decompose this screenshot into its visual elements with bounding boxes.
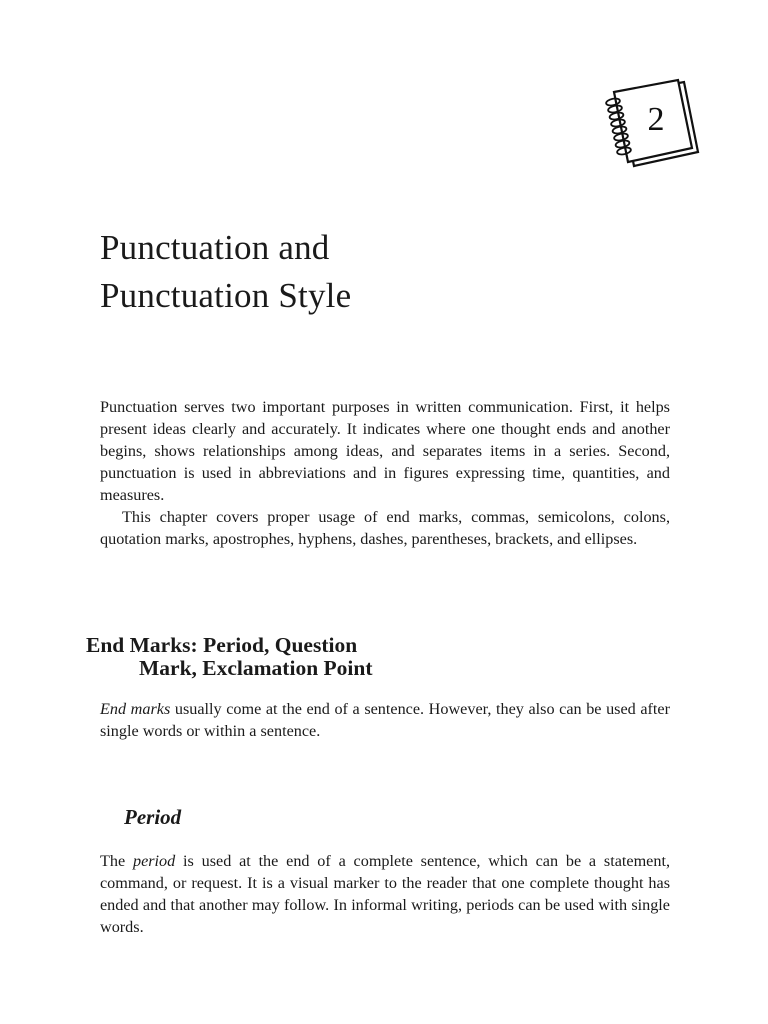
end-marks-heading-line-2: Mark, Exclamation Point — [139, 656, 373, 680]
period-term: period — [132, 852, 176, 870]
intro-paragraph-1: Punctuation serves two important purposes in written communication. First, it helps present ideas clearly and accurately. It indicates where one thought ends and another begins, shows relationships among ideas, and separates items in a series. Second, punctuation is used in abbreviations and in figures expressing time, quantities, and measures. — [100, 398, 670, 504]
intro-section — [100, 396, 670, 550]
period-text-after: is used at the end of a complete sentence, which can be a statement, command, or request. It is a visual marker to the reader that one complete thought has ended and that another may follow. In informal writing, periods can be used with single words. — [100, 852, 670, 936]
end-marks-heading-line-1: End Marks: Period, Question — [86, 633, 358, 657]
chapter-badge — [598, 74, 702, 178]
chapter-title-line-1: Punctuation and — [100, 228, 330, 267]
period-paragraph — [100, 850, 670, 938]
intro-paragraph-2: This chapter covers proper usage of end marks, commas, semicolons, colons, quotation marks, apostrophes, hyphens, dashes, parentheses, brackets, and ellipses. — [100, 508, 670, 548]
end-marks-paragraph — [100, 698, 670, 742]
end-marks-text: usually come at the end of a sentence. However, they also can be used after single words or within a sentence. — [100, 700, 670, 740]
end-marks-heading — [86, 634, 373, 680]
chapter-title-line-2: Punctuation Style — [100, 276, 352, 315]
end-marks-term: End marks — [100, 700, 171, 718]
period-heading: Period — [124, 805, 182, 829]
period-text-before: The — [100, 852, 133, 870]
chapter-title — [100, 224, 351, 320]
spiral-notebook-icon — [598, 74, 702, 178]
chapter-number: 2 — [647, 101, 665, 138]
